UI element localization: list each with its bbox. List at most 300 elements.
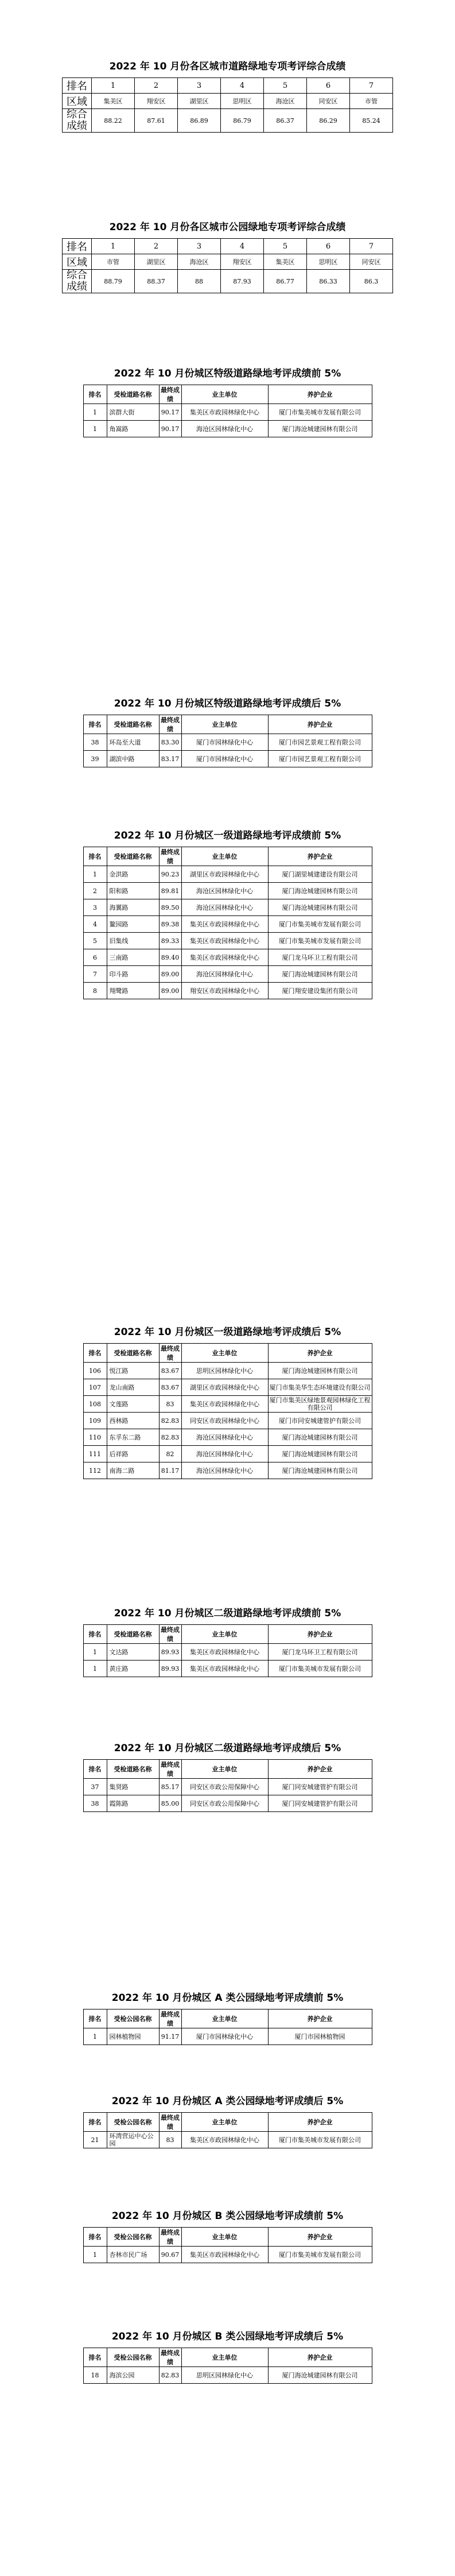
score-cell: 86.37 [264, 109, 307, 133]
column-header: 排名 [83, 1344, 107, 1363]
table-cell: 厦门湖里城建建设有限公司 [268, 866, 372, 883]
table-cell: 厦门市集美城市发展有限公司 [268, 404, 372, 421]
column-header: 排名 [83, 715, 107, 734]
table-row [83, 1779, 372, 1795]
table-cell: 107 [83, 1379, 107, 1396]
district-cell: 湖里区 [135, 254, 178, 270]
column-header: 业主单位 [181, 2113, 268, 2132]
table-cell: 81.17 [159, 1462, 181, 1479]
table-cell: 厦门市园艺景观工程有限公司 [268, 734, 372, 751]
section-title: 2022 年 10 月份城区 B 类公园绿地考评成绩后 5% [111, 2331, 344, 2342]
table-cell: 厦门海沧城建园林有限公司 [268, 883, 372, 899]
table-row [83, 404, 372, 421]
table-cell: 112 [83, 1462, 107, 1479]
table-cell: 同安区市政公用保障中心 [181, 1779, 268, 1795]
table-cell: 2 [83, 883, 107, 899]
column-header: 养护企业 [268, 2009, 372, 2028]
table-cell: 38 [83, 734, 107, 751]
rank-cell: 4 [221, 239, 264, 254]
rank-cell: 2 [135, 78, 178, 94]
table-cell: 82 [159, 1446, 181, 1462]
table-cell: 109 [83, 1413, 107, 1429]
table-cell: 湖滨中路 [107, 751, 159, 767]
table-cell: 38 [83, 1795, 107, 1812]
section-title: 2022 年 10 月份各区城市公园绿地专项考评综合成绩 [109, 222, 346, 233]
table-cell: 111 [83, 1446, 107, 1462]
table-cell: 3 [83, 899, 107, 916]
header-row [83, 1760, 372, 1779]
row-header: 综合成绩 [63, 109, 92, 133]
rank-cell: 7 [350, 78, 393, 94]
score-cell: 87.93 [221, 270, 264, 293]
district-row [63, 94, 393, 109]
rank-row [63, 239, 393, 254]
column-header: 排名 [83, 1760, 107, 1779]
column-header: 受检道路名称 [107, 1625, 159, 1644]
table-cell: 金洪路 [107, 866, 159, 883]
section-title: 2022 年 10 月份城区一级道路绿地考评成绩后 5% [114, 1326, 341, 1338]
column-header: 业主单位 [181, 2009, 268, 2028]
table-row [83, 751, 372, 767]
park-a-bottom-table [83, 2112, 372, 2148]
table-cell: 园林植物园 [107, 2028, 159, 2045]
first-top-table [83, 847, 372, 999]
column-header: 养护企业 [268, 2228, 372, 2247]
table-cell: 18 [83, 2367, 107, 2384]
district-cell: 同安区 [350, 254, 393, 270]
header-row [83, 385, 372, 404]
table-row [83, 933, 372, 949]
column-header: 受检道路名称 [107, 715, 159, 734]
row-header: 排名 [63, 239, 92, 254]
park-b-top-table [83, 2227, 372, 2263]
table-cell: 5 [83, 933, 107, 949]
table-row [83, 2367, 372, 2384]
table-row [83, 1363, 372, 1379]
table-row [83, 916, 372, 933]
special-bottom-section [0, 697, 455, 767]
table-cell: 85.00 [159, 1795, 181, 1812]
section-title: 2022 年 10 月份城区特级道路绿地考评成绩前 5% [114, 368, 341, 379]
second-bottom-section [0, 1742, 455, 1812]
table-row [83, 1446, 372, 1462]
table-cell: 83 [159, 1396, 181, 1413]
table-row [83, 883, 372, 899]
table-cell: 89.81 [159, 883, 181, 899]
table-cell: 89.33 [159, 933, 181, 949]
score-cell: 86.77 [264, 270, 307, 293]
table-cell: 厦门同安城建管护有限公司 [268, 1795, 372, 1812]
table-cell: 后祥路 [107, 1446, 159, 1462]
header-row [83, 847, 372, 866]
table-cell: 83.67 [159, 1379, 181, 1396]
table-row [83, 421, 372, 437]
rank-row [63, 78, 393, 94]
table-cell: 89.40 [159, 949, 181, 966]
table-cell: 集美区市政园林绿化中心 [181, 916, 268, 933]
table-cell: 90.23 [159, 866, 181, 883]
column-header: 受检公园名称 [107, 2228, 159, 2247]
table-cell: 悦江路 [107, 1363, 159, 1379]
score-cell: 86.3 [350, 270, 393, 293]
rank-cell: 2 [135, 239, 178, 254]
column-header: 养护企业 [268, 847, 372, 866]
rank-cell: 1 [92, 78, 135, 94]
column-header: 养护企业 [268, 715, 372, 734]
column-header: 养护企业 [268, 385, 372, 404]
score-cell: 86.89 [178, 109, 221, 133]
district-cell: 海沧区 [178, 254, 221, 270]
table-cell: 89.38 [159, 916, 181, 933]
table-row [83, 2132, 372, 2148]
table-cell: 厦门海沧城建园林有限公司 [268, 899, 372, 916]
special-top-section [0, 367, 455, 437]
column-header: 最终成绩 [159, 1760, 181, 1779]
table-cell: 霞陈路 [107, 1795, 159, 1812]
table-cell: 文达路 [107, 1644, 159, 1661]
table-cell: 思明区园林绿化中心 [181, 1363, 268, 1379]
column-header: 最终成绩 [159, 2009, 181, 2028]
overview-road-section [0, 60, 455, 133]
table-cell: 厦门海沧城建园林有限公司 [268, 1462, 372, 1479]
table-cell: 思明区园林绿化中心 [181, 2367, 268, 2384]
column-header: 业主单位 [181, 2348, 268, 2367]
table-row [83, 1795, 372, 1812]
column-header: 受检道路名称 [107, 847, 159, 866]
column-header: 受检公园名称 [107, 2009, 159, 2028]
table-cell: 三南路 [107, 949, 159, 966]
first-top-section [0, 829, 455, 999]
table-cell: 黄庄路 [107, 1661, 159, 1677]
table-cell: 旧集线 [107, 933, 159, 949]
score-cell: 87.61 [135, 109, 178, 133]
header-row [83, 2009, 372, 2028]
table-cell: 海沧区园林绿化中心 [181, 899, 268, 916]
table-cell: 厦门市集美区绿地景观园林绿化工程有限公司 [268, 1396, 372, 1413]
header-row [83, 1625, 372, 1644]
column-header: 养护企业 [268, 1760, 372, 1779]
table-cell: 西林路 [107, 1413, 159, 1429]
table-cell: 90.17 [159, 404, 181, 421]
table-cell: 85.17 [159, 1779, 181, 1795]
table-cell: 集美区市政园林绿化中心 [181, 404, 268, 421]
district-cell: 同安区 [307, 94, 350, 109]
column-header: 受检道路名称 [107, 1344, 159, 1363]
table-cell: 82.83 [159, 1413, 181, 1429]
park-a-bottom-section [0, 2095, 455, 2148]
district-cell: 思明区 [307, 254, 350, 270]
table-row [83, 1462, 372, 1479]
table-cell: 海沧区园林绿化中心 [181, 883, 268, 899]
table-cell: 89.93 [159, 1644, 181, 1661]
table-cell: 1 [83, 1661, 107, 1677]
rank-cell: 5 [264, 78, 307, 94]
table-cell: 厦门海沧城建园林有限公司 [268, 1363, 372, 1379]
second-top-section [0, 1607, 455, 1677]
park-a-top-table [83, 2009, 372, 2045]
table-cell: 8 [83, 983, 107, 999]
row-header: 排名 [63, 78, 92, 94]
table-cell: 同安区市政园林绿化中心 [181, 1413, 268, 1429]
header-row [83, 715, 372, 734]
table-cell: 厦门海沧城建园林有限公司 [268, 1446, 372, 1462]
header-row [83, 1344, 372, 1363]
table-cell: 集美区市政园林绿化中心 [181, 2247, 268, 2263]
section-title: 2022 年 10 月份城区 A 类公园绿地考评成绩后 5% [111, 2096, 344, 2107]
table-cell: 1 [83, 866, 107, 883]
special-top-table [83, 385, 372, 437]
table-cell: 集贤路 [107, 1779, 159, 1795]
column-header: 受检公园名称 [107, 2113, 159, 2132]
table-cell: 厦门海沧城建园林有限公司 [268, 1429, 372, 1446]
table-cell: 37 [83, 1779, 107, 1795]
overview-park-section [0, 221, 455, 293]
column-header: 排名 [83, 2113, 107, 2132]
column-header: 最终成绩 [159, 2113, 181, 2132]
column-header: 最终成绩 [159, 2348, 181, 2367]
row-header: 综合成绩 [63, 270, 92, 293]
rank-cell: 3 [178, 239, 221, 254]
table-cell: 厦门市园林绿化中心 [181, 2028, 268, 2045]
district-cell: 市管 [350, 94, 393, 109]
column-header: 养护企业 [268, 2348, 372, 2367]
table-cell: 1 [83, 2247, 107, 2263]
column-header: 养护企业 [268, 1625, 372, 1644]
table-cell: 厦门市园艺景观工程有限公司 [268, 751, 372, 767]
table-cell: 阳和路 [107, 883, 159, 899]
section-title: 2022 年 10 月份城区二级道路绿地考评成绩前 5% [114, 1608, 341, 1619]
second-bottom-table [83, 1759, 372, 1812]
table-cell: 89.93 [159, 1661, 181, 1677]
table-cell: 环湾营运中心公园 [107, 2132, 159, 2148]
table-cell: 海翼路 [107, 899, 159, 916]
column-header: 排名 [83, 2228, 107, 2247]
column-header: 受检道路名称 [107, 1760, 159, 1779]
table-cell: 杏林市民广场 [107, 2247, 159, 2263]
column-header: 业主单位 [181, 715, 268, 734]
rank-cell: 6 [307, 239, 350, 254]
column-header: 排名 [83, 847, 107, 866]
score-cell: 88.79 [92, 270, 135, 293]
score-cell: 86.33 [307, 270, 350, 293]
table-cell: 110 [83, 1429, 107, 1446]
table-cell: 翔鹭路 [107, 983, 159, 999]
table-cell: 海沧区园林绿化中心 [181, 1429, 268, 1446]
score-row [63, 109, 393, 133]
table-cell: 厦门市集美华生态环境建设有限公司 [268, 1379, 372, 1396]
column-header: 最终成绩 [159, 2228, 181, 2247]
table-cell: 1 [83, 421, 107, 437]
table-cell: 厦门市园林植物园 [268, 2028, 372, 2045]
table-cell: 106 [83, 1363, 107, 1379]
table-cell: 翔安区市政园林绿化中心 [181, 983, 268, 999]
table-row [83, 899, 372, 916]
header-row [83, 2228, 372, 2247]
column-header: 养护企业 [268, 1344, 372, 1363]
table-cell: 集美区市政园林绿化中心 [181, 1396, 268, 1413]
park-b-bottom-table [83, 2348, 372, 2384]
table-row [83, 966, 372, 983]
district-row [63, 254, 393, 270]
rank-cell: 7 [350, 239, 393, 254]
table-cell: 同安区市政公用保障中心 [181, 1795, 268, 1812]
table-cell: 108 [83, 1396, 107, 1413]
header-row [83, 2348, 372, 2367]
rank-cell: 6 [307, 78, 350, 94]
table-cell: 89.50 [159, 899, 181, 916]
column-header: 业主单位 [181, 847, 268, 866]
table-cell: 南海二路 [107, 1462, 159, 1479]
table-cell: 厦门龙马环卫工程有限公司 [268, 949, 372, 966]
table-row [83, 1644, 372, 1661]
table-cell: 厦门市集美城市发展有限公司 [268, 1661, 372, 1677]
table-row [83, 866, 372, 883]
table-cell: 90.67 [159, 2247, 181, 2263]
row-header: 区域 [63, 94, 92, 109]
district-cell: 海沧区 [264, 94, 307, 109]
table-cell: 83.17 [159, 751, 181, 767]
table-cell: 厦门海沧城建园林有限公司 [268, 421, 372, 437]
section-title: 2022 年 10 月份城区二级道路绿地考评成绩后 5% [114, 1743, 341, 1754]
rank-cell: 4 [221, 78, 264, 94]
second-top-table [83, 1624, 372, 1677]
score-cell: 86.79 [221, 109, 264, 133]
table-cell: 21 [83, 2132, 107, 2148]
table-cell: 集美区市政园林绿化中心 [181, 949, 268, 966]
table-cell: 厦门市集美城市发展有限公司 [268, 916, 372, 933]
row-header: 区域 [63, 254, 92, 270]
section-title: 2022 年 10 月份各区城市道路绿地专项考评综合成绩 [109, 61, 346, 72]
score-cell: 88.37 [135, 270, 178, 293]
table-cell: 厦门市集美城市发展有限公司 [268, 2247, 372, 2263]
table-cell: 1 [83, 404, 107, 421]
column-header: 受检公园名称 [107, 2348, 159, 2367]
table-cell: 83.30 [159, 734, 181, 751]
table-row [83, 983, 372, 999]
score-cell: 88 [178, 270, 221, 293]
score-cell: 86.29 [307, 109, 350, 133]
column-header: 业主单位 [181, 1625, 268, 1644]
column-header: 养护企业 [268, 2113, 372, 2132]
table-cell: 集美区市政园林绿化中心 [181, 2132, 268, 2148]
special-bottom-table [83, 715, 372, 767]
table-cell: 89.00 [159, 983, 181, 999]
column-header: 排名 [83, 2009, 107, 2028]
table-cell: 89.00 [159, 966, 181, 983]
table-cell: 1 [83, 1644, 107, 1661]
table-cell: 厦门同安城建管护有限公司 [268, 1779, 372, 1795]
table-cell: 海沧区园林绿化中心 [181, 966, 268, 983]
district-cell: 思明区 [221, 94, 264, 109]
column-header: 受检道路名称 [107, 385, 159, 404]
column-header: 最终成绩 [159, 847, 181, 866]
column-header: 排名 [83, 1625, 107, 1644]
table-cell: 厦门市同安城建管护有限公司 [268, 1413, 372, 1429]
column-header: 排名 [83, 2348, 107, 2367]
table-cell: 集美区市政园林绿化中心 [181, 1644, 268, 1661]
park-b-bottom-section [0, 2330, 455, 2384]
table-cell: 文莲路 [107, 1396, 159, 1413]
table-cell: 海沧区园林绿化中心 [181, 1446, 268, 1462]
table-cell: 82.83 [159, 2367, 181, 2384]
section-title: 2022 年 10 月份城区 B 类公园绿地考评成绩前 5% [111, 2210, 344, 2222]
district-cell: 集美区 [264, 254, 307, 270]
table-row [83, 734, 372, 751]
district-cell: 市管 [92, 254, 135, 270]
rank-cell: 3 [178, 78, 221, 94]
score-cell: 85.24 [350, 109, 393, 133]
table-cell: 1 [83, 2028, 107, 2045]
column-header: 最终成绩 [159, 715, 181, 734]
rank-cell: 5 [264, 239, 307, 254]
table-cell: 湖里区市政园林绿化中心 [181, 1379, 268, 1396]
column-header: 业主单位 [181, 1344, 268, 1363]
table-row [83, 1661, 372, 1677]
column-header: 业主单位 [181, 1760, 268, 1779]
table-row [83, 1379, 372, 1396]
section-title: 2022 年 10 月份城区特级道路绿地考评成绩后 5% [114, 698, 341, 709]
section-title: 2022 年 10 月份城区一级道路绿地考评成绩前 5% [114, 830, 341, 841]
table-cell: 滨群大街 [107, 404, 159, 421]
table-cell: 6 [83, 949, 107, 966]
column-header: 业主单位 [181, 2228, 268, 2247]
overview-road-table [62, 77, 393, 133]
table-cell: 7 [83, 966, 107, 983]
table-row [83, 1396, 372, 1413]
section-title: 2022 年 10 月份城区 A 类公园绿地考评成绩前 5% [111, 1992, 344, 2004]
table-row [83, 949, 372, 966]
table-cell: 90.17 [159, 421, 181, 437]
score-cell: 88.22 [92, 109, 135, 133]
table-cell: 龙山南路 [107, 1379, 159, 1396]
header-row [83, 2113, 372, 2132]
table-cell: 鳌园路 [107, 916, 159, 933]
table-cell: 厦门翔安建设集团有限公司 [268, 983, 372, 999]
table-cell: 83 [159, 2132, 181, 2148]
rank-cell: 1 [92, 239, 135, 254]
column-header: 排名 [83, 385, 107, 404]
table-cell: 集美区市政园林绿化中心 [181, 1661, 268, 1677]
table-cell: 海滨公园 [107, 2367, 159, 2384]
first-bottom-table [83, 1343, 372, 1479]
column-header: 最终成绩 [159, 1344, 181, 1363]
table-cell: 91.17 [159, 2028, 181, 2045]
table-cell: 83.67 [159, 1363, 181, 1379]
table-cell: 厦门龙马环卫工程有限公司 [268, 1644, 372, 1661]
column-header: 业主单位 [181, 385, 268, 404]
table-row [83, 1413, 372, 1429]
table-cell: 厦门海沧城建园林有限公司 [268, 2367, 372, 2384]
table-row [83, 2028, 372, 2045]
table-row [83, 1429, 372, 1446]
table-cell: 4 [83, 916, 107, 933]
table-cell: 厦门市集美城市发展有限公司 [268, 2132, 372, 2148]
park-a-top-section [0, 1992, 455, 2045]
table-cell: 东孚东二路 [107, 1429, 159, 1446]
table-cell: 厦门市园林绿化中心 [181, 751, 268, 767]
column-header: 最终成绩 [159, 385, 181, 404]
table-cell: 湖里区市政园林绿化中心 [181, 866, 268, 883]
table-cell: 厦门海沧城建园林有限公司 [268, 966, 372, 983]
table-cell: 环岛至大道 [107, 734, 159, 751]
table-cell: 海沧区园林绿化中心 [181, 1462, 268, 1479]
table-cell: 厦门市园林绿化中心 [181, 734, 268, 751]
table-cell: 集美区市政园林绿化中心 [181, 933, 268, 949]
column-header: 最终成绩 [159, 1625, 181, 1644]
park-b-top-section [0, 2210, 455, 2263]
table-cell: 39 [83, 751, 107, 767]
first-bottom-section [0, 1326, 455, 1479]
